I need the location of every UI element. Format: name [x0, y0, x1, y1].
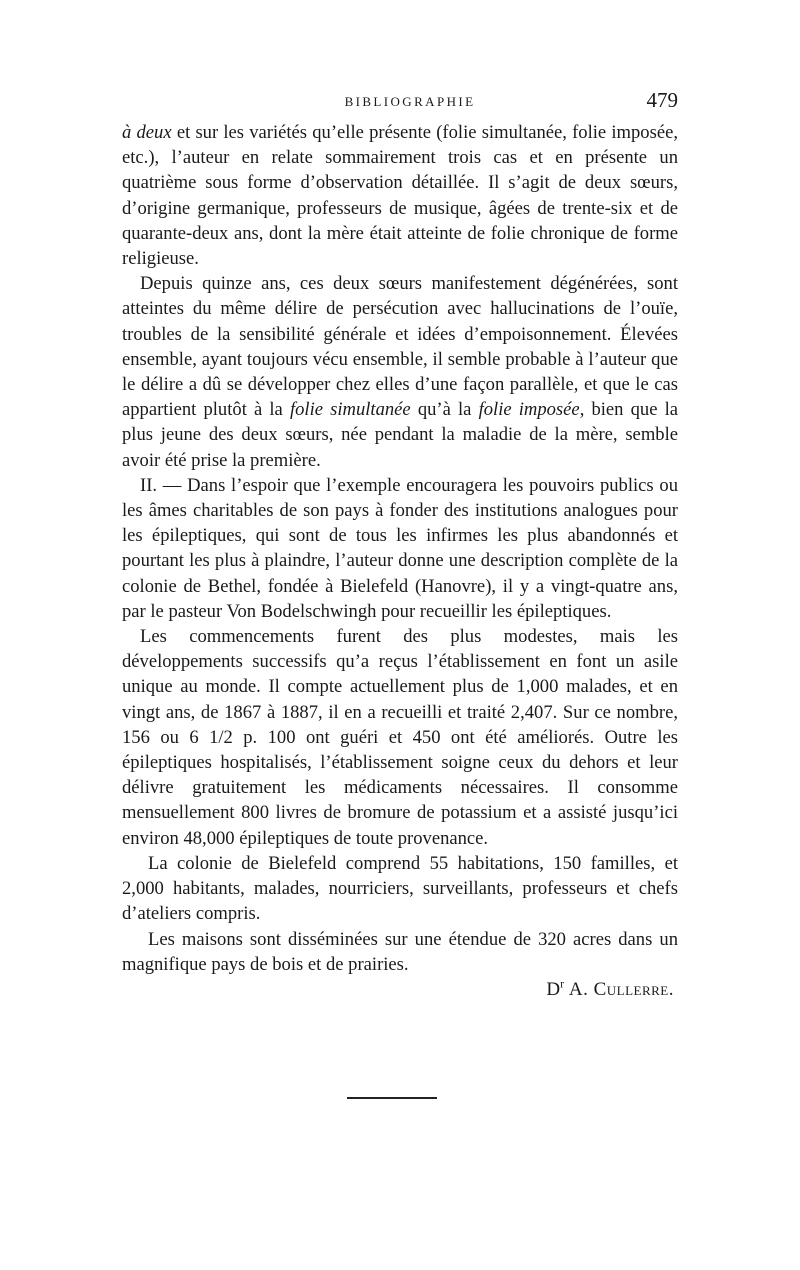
book-page — [122, 88, 678, 1003]
signature-title — [546, 976, 565, 1000]
author-signature — [122, 977, 678, 1003]
paragraph-6: Les maisons sont disséminées sur une étendue de 320 acres dans un magnifique pays de bois et de prairies. — [122, 928, 678, 975]
paragraph-1-text: et sur les variétés qu’elle présente (folie simultanée, folie imposée, etc.), l’auteur en relate sommairement trois cas et en présente un quatrième sous forme d’observation détaillée. Il s’agit de deux sœurs, d’origine germanique, professeurs de musique, âgées de trente-six et de quarante-deux ans, dont la mère était atteinte de folie chronique de forme religieuse. — [122, 122, 678, 270]
paragraph-3: II. — Dans l’espoir que l’exemple encouragera les pouvoirs publics ou les âmes charitables de son pays à fonder des institutions analogues pour les épileptiques, qui sont de tous les infirmes les plus abandonnés et pourtant les plus à plaindre, l’auteur donne une description complète de la colonie de Bethel, fondée à Bielefeld (Hanovre), il y a vingt-quatre ans, par le pasteur Von Bodelschwingh pour recueillir les épileptiques. — [122, 474, 678, 622]
paragraph-1 — [122, 120, 678, 271]
paragraph-2-text-b: qu’à la — [410, 399, 479, 421]
emphasis-folie-simultanee: folie simultanée — [289, 399, 411, 421]
end-rule-divider — [347, 1097, 437, 1099]
article-body — [122, 120, 678, 977]
paragraph-2-text-a: Depuis quinze ans, ces deux sœurs manifestement dégénérées, sont atteintes du même délire de persécution avec hallucinations de l’ouïe, troubles de la sensibilité générale et idées d’empoisonnement. Élevées ensemble, ayant toujours vécu ensemble, il semble probable à l’auteur que le délire a dû se développer chez elles d’une façon parallèle, et que le cas appartient plutôt à la — [122, 273, 678, 421]
paragraph-5: La colonie de Bielefeld comprend 55 habitations, 150 familles, et 2,000 habitants, malades, nourriciers, surveillants, professeurs et chefs d’ateliers compris. — [122, 852, 678, 925]
running-title: BIBLIOGRAPHIE — [344, 94, 476, 109]
signature-title-text: D — [546, 978, 561, 1000]
signature-name: A. Cullerre. — [568, 978, 674, 1000]
page-number: 479 — [646, 88, 678, 112]
paragraph-2-text-c: , bien que la plus jeune des deux sœurs, née pendant la maladie de la mère, semble avoir été prise la première. — [122, 399, 679, 471]
signature-title-superscript: r — [560, 976, 565, 991]
paragraph-2 — [122, 271, 678, 473]
paragraph-4: Les commencements furent des plus modestes, mais les développements successifs qu’a reçus l’établissement en font un asile unique au monde. Il compte actuellement plus de 1,000 malades, et en vingt ans, de 1867 à 1887, il en a recueilli et traité 2,407. Sur ce nombre, 156 ou 6 1/2 p. 100 ont guéri et 450 ont été améliorés. Outre les épileptiques hospitalisés, l’établissement soigne ceux du dehors et leur délivre gratuitement les médicaments nécessaires. Il consomme mensuellement 800 livres de bromure de potassium et a assisté jusqu’ici environ 48,000 épileptiques de toute provenance. — [122, 626, 678, 849]
emphasis-a-deux: à deux — [122, 122, 172, 143]
emphasis-folie-imposee: folie imposée — [478, 399, 580, 421]
running-header — [122, 88, 678, 120]
